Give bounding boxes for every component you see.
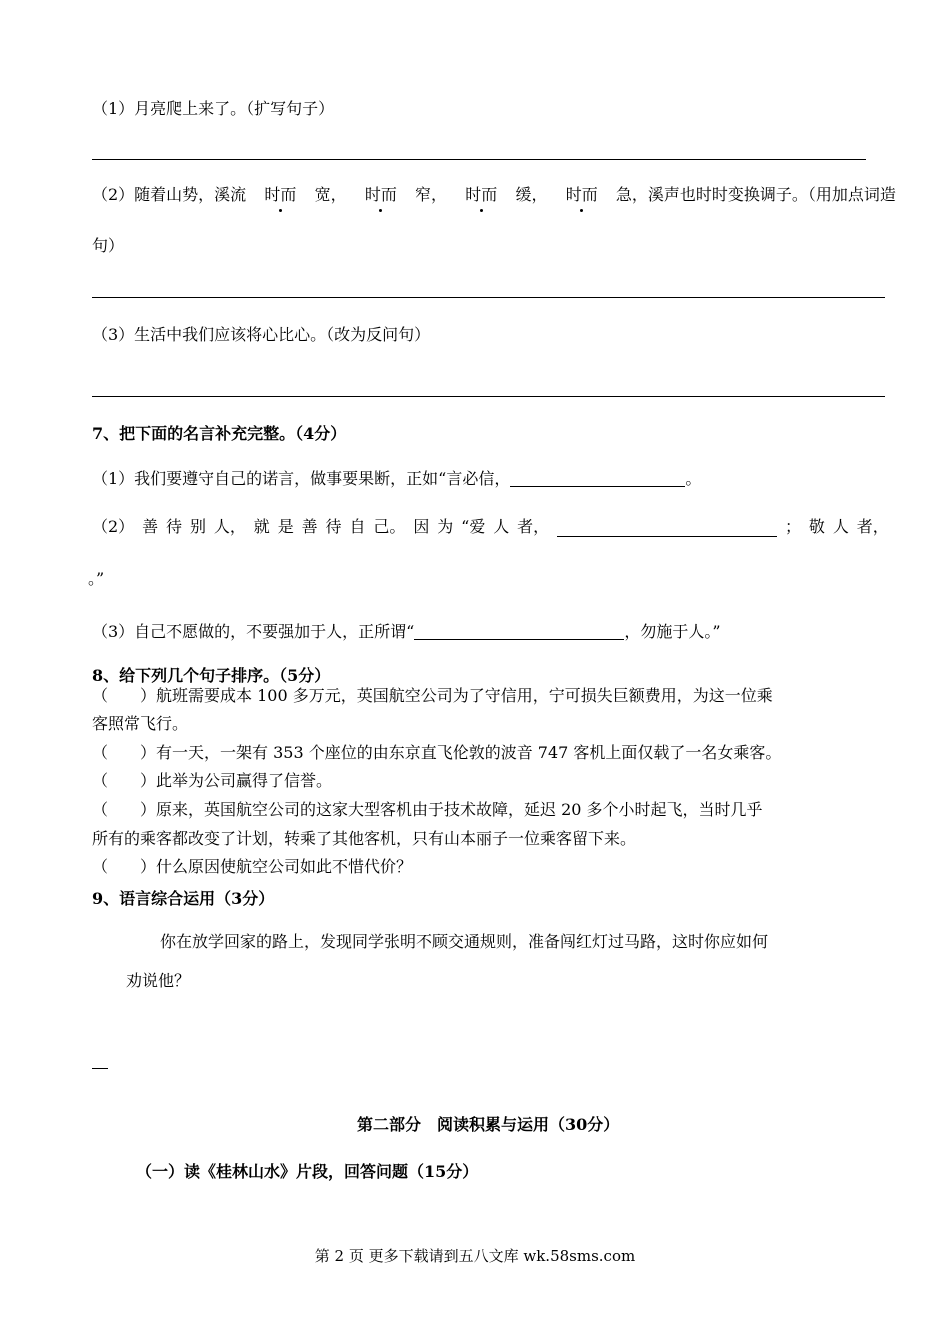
q8-line-4: （ ）此举为公司赢得了信誉。 [92, 771, 333, 790]
q6-item-2-cont: 句） [92, 236, 125, 255]
q7-title: 7、把下面的名言补充完整。（4分） [92, 424, 347, 443]
dotted-word-4: 时而 [565, 185, 598, 204]
q9-line-2: 劝说他？ [126, 971, 191, 990]
q7-item-2: （2） 善 待 别 人， 就 是 善 待 自 己。 因 为 “爱 人 者， ； 敬 人 者， [92, 517, 889, 536]
dotted-word-2: 时而 [364, 185, 397, 204]
answer-short-line[interactable] [92, 1068, 108, 1069]
page-footer: 第 2 页 更多下载请到五八文库 wk.58sms.com [314, 1247, 636, 1265]
q7-blank-3[interactable] [414, 621, 624, 640]
q6-item-3: （3）生活中我们应该将心比心。（改为反问句） [92, 325, 431, 344]
q7-blank-2[interactable] [557, 518, 777, 537]
q8-line-7: （ ）什么原因使航空公司如此不惜代价？ [92, 857, 413, 876]
q8-line-5: （ ）原来，英国航空公司的这家大型客机由于技术故障，延迟 20 多个小时起飞，当时几乎 [92, 800, 763, 819]
answer-line-3[interactable] [92, 396, 885, 397]
q8-line-3: （ ）有一天，一架有 353 个座位的由东京直飞伦敦的波音 747 客机上面仅载了一名女乘客。 [92, 743, 782, 762]
q7-item-3: （3）自己不愿做的，不要强加于人，正所谓“ ，勿施于人。” [92, 622, 721, 641]
part2-subtitle: （一）读《桂林山水》片段，回答问题（15分） [136, 1162, 479, 1181]
dotted-word-3: 时而 [465, 185, 498, 204]
q7-blank-1[interactable] [510, 468, 685, 487]
q7-item-1: （1）我们要遵守自己的诺言，做事要果断，正如“言必信， 。 [92, 469, 702, 488]
answer-line-2[interactable] [92, 297, 885, 298]
q9-line-1: 你在放学回家的路上，发现同学张明不顾交通规则，准备闯红灯过马路，这时你应如何 [160, 932, 769, 951]
dotted-word-1: 时而 [264, 185, 297, 204]
q6-item-1: （1）月亮爬上来了。（扩写句子） [92, 99, 335, 118]
q6-item-2: （2）随着山势，溪流 时而 宽， 时而 窄， 时而 缓， 时而 急，溪声也时时变换调子。（用加点词造 [92, 185, 896, 204]
q7-item-2-cont: 。” [88, 569, 105, 588]
q8-line-6: 所有的乘客都改变了计划，转乘了其他客机，只有山本丽子一位乘客留下来。 [92, 829, 637, 848]
q8-title: 8、给下列几个句子排序。（5分） [92, 666, 331, 685]
part2-title: 第二部分 阅读积累与运用（30分） [357, 1115, 620, 1134]
q8-line-1: （ ）航班需要成本 100 多万元，英国航空公司为了守信用，宁可损失巨额费用，为这一位乘 [92, 686, 773, 705]
q8-line-2: 客照常飞行。 [92, 714, 189, 733]
q9-title: 9、语言综合运用（3分） [92, 889, 275, 908]
answer-line-1[interactable] [92, 159, 866, 160]
